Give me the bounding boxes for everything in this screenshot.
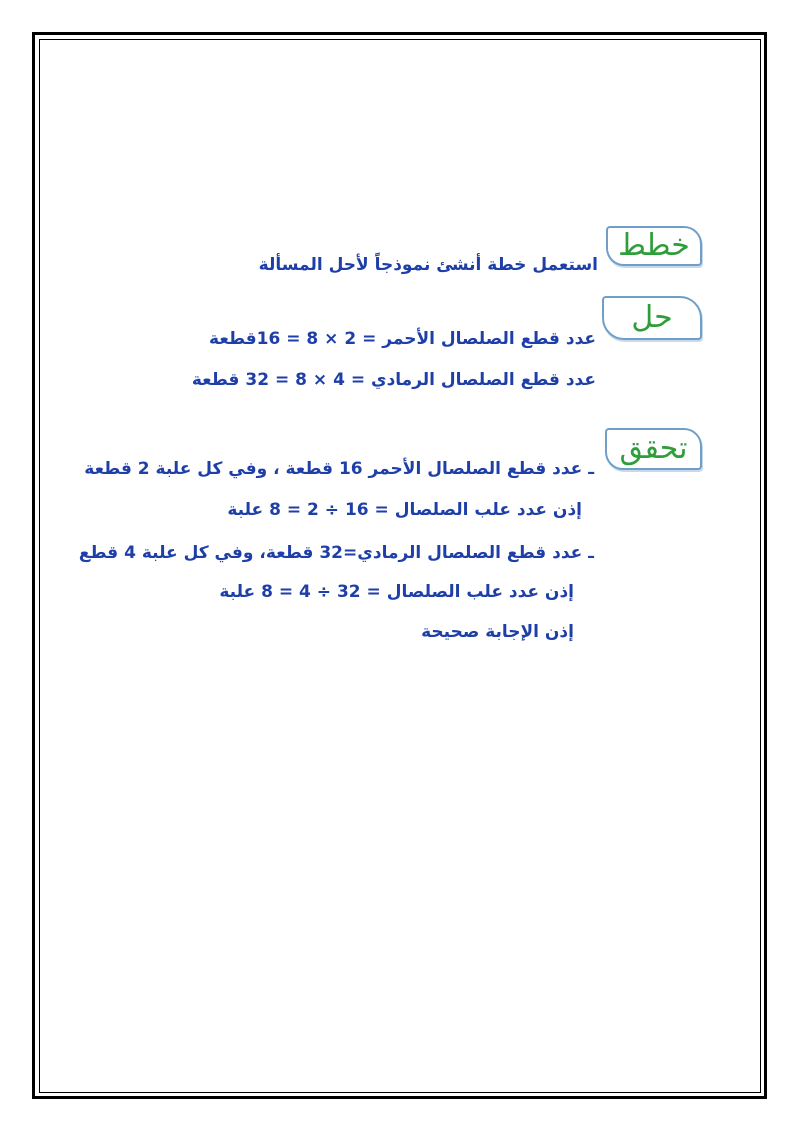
check-tag [605,428,702,470]
solve-tag [602,296,702,340]
check-line-2: إذن عدد علب الصلصال = 16 ÷ 2 = 8 علبة [227,500,582,520]
check-line-1: ـ عدد قطع الصلصال الأحمر 16 قطعة ، وفي كل علبة 2 قطعة [84,459,594,479]
check-line-4: إذن عدد علب الصلصال = 32 ÷ 4 = 8 علبة [219,582,574,602]
solve-line-2: عدد قطع الصلصال الرمادي = 4 × 8 = 32 قطعة [191,370,596,390]
plan-tag-label: خطط [618,228,690,263]
check-tag-label: تحقق [619,431,688,466]
page-border-inner [39,39,761,1093]
check-line-3: ـ عدد قطع الصلصال الرمادي=32 قطعة، وفي كل علبة 4 قطع [78,543,594,563]
solve-tag-label: حل [631,300,673,335]
plan-text: استعمل خطة أنشئ نموذجاً لأحل المسألة [258,255,598,275]
solve-line-1: عدد قطع الصلصال الأحمر = 2 × 8 = 16قطعة [209,329,596,349]
check-line-5: إذن الإجابة صحيحة [421,622,574,642]
plan-tag [606,226,702,266]
